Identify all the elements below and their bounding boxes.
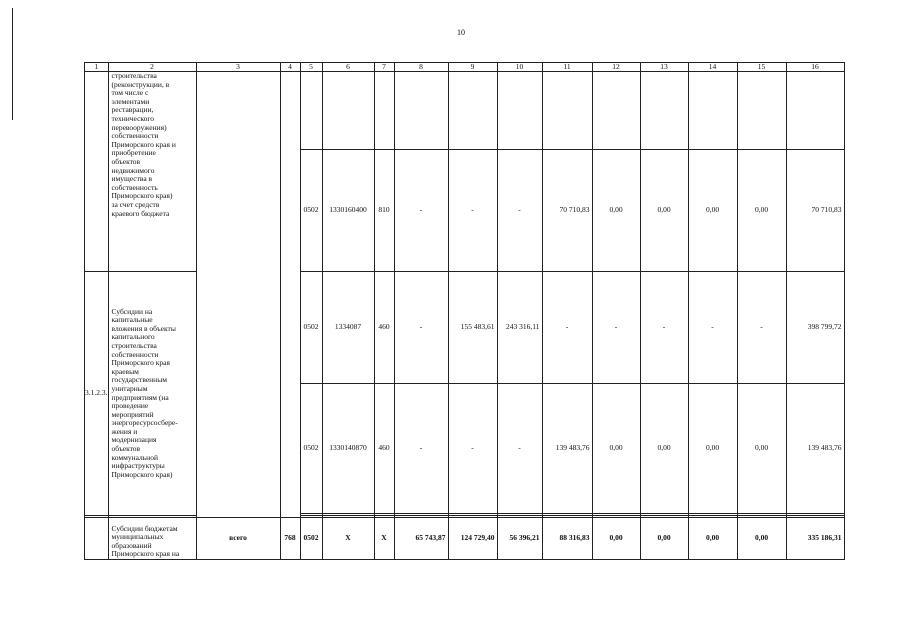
cell-section: 0502 [300, 518, 322, 560]
cell-target: 1330160400 [322, 150, 374, 272]
cell-description: строительства (реконструкции, в том числе с элементами реставрации, технического перевооружения) собственности Приморского края и приобретение объектов недвижимого имущества в собственность Приморского края) за счет средств краевого бюджета [108, 72, 196, 272]
cell-col4: 768 [280, 518, 300, 560]
col-header: 3 [196, 63, 280, 72]
cell-value: - [542, 272, 592, 384]
cell [737, 72, 786, 150]
col-header: 8 [394, 63, 448, 72]
cell-value: - [737, 272, 786, 384]
cell-value: 124 729,40 [448, 518, 497, 560]
cell [322, 72, 374, 150]
header-row [85, 63, 845, 72]
cell-target: 1330140870 [322, 384, 374, 514]
cell-type: X [374, 518, 394, 560]
cell-value: - [448, 384, 497, 514]
cell-value: 0,00 [737, 518, 786, 560]
cell-value: 0,00 [592, 150, 640, 272]
cell-description: Субсидии бюджетам муниципальных образований Приморского края на [108, 518, 196, 560]
cell [640, 72, 688, 150]
col-header: 13 [640, 63, 688, 72]
cell-type: 810 [374, 150, 394, 272]
cell-description: Субсидии на капитальные вложения в объекты капитального строительства собственности Приморского края краевым государственным унитарным предприятиям (на проведение мероприятий энергоресурсосбере- жения и модернизация объектов коммунальной инфраструктуры Приморского края) [108, 272, 196, 516]
cell-value: 139 483,76 [786, 384, 844, 514]
page-number: 10 [457, 28, 465, 37]
cell-col4 [280, 72, 300, 518]
col-header: 4 [280, 63, 300, 72]
cell-value: - [688, 272, 737, 384]
cell-value: 65 743,87 [394, 518, 448, 560]
col-header: 12 [592, 63, 640, 72]
cell-value: 155 483,61 [448, 272, 497, 384]
cell-value: - [394, 384, 448, 514]
cell-value: - [394, 272, 448, 384]
cell [448, 72, 497, 150]
cell-value: 0,00 [688, 518, 737, 560]
col-header: 16 [786, 63, 844, 72]
col-header: 14 [688, 63, 737, 72]
cell-value: 139 483,76 [542, 384, 592, 514]
cell [300, 72, 322, 150]
cell-value: 0,00 [640, 150, 688, 272]
cell-value: - [497, 150, 542, 272]
cell-value: 0,00 [640, 518, 688, 560]
cell [394, 72, 448, 150]
cell-value: - [497, 384, 542, 514]
cell-value: 0,00 [688, 384, 737, 514]
col-header: 7 [374, 63, 394, 72]
col-header: 5 [300, 63, 322, 72]
cell [786, 72, 844, 150]
cell-value: 88 316,83 [542, 518, 592, 560]
cell-value: 70 710,83 [542, 150, 592, 272]
cell-col3 [196, 72, 280, 518]
cell-section: 0502 [300, 272, 322, 384]
cell-value: - [640, 272, 688, 384]
cell-value: - [592, 272, 640, 384]
cell-value: - [394, 150, 448, 272]
cell-type: 460 [374, 384, 394, 514]
cell [542, 72, 592, 150]
col-header: 9 [448, 63, 497, 72]
table-row-total [85, 518, 845, 560]
cell [497, 72, 542, 150]
cell-total-label: всего [196, 518, 280, 560]
cell-value: 0,00 [737, 384, 786, 514]
cell-type: 460 [374, 272, 394, 384]
col-header: 10 [497, 63, 542, 72]
col-header: 2 [108, 63, 196, 72]
cell-target: X [322, 518, 374, 560]
cell [592, 72, 640, 150]
cell-code [85, 518, 109, 560]
cell-code [85, 72, 109, 272]
cell-value: 243 316,11 [497, 272, 542, 384]
margin-line [12, 8, 13, 120]
cell-value: 0,00 [688, 150, 737, 272]
cell-value: 0,00 [592, 518, 640, 560]
cell-section: 0502 [300, 150, 322, 272]
col-header: 11 [542, 63, 592, 72]
cell [374, 72, 394, 150]
cell-value: 0,00 [592, 384, 640, 514]
cell-value: 398 799,72 [786, 272, 844, 384]
cell-value: 0,00 [737, 150, 786, 272]
cell-value: 0,00 [640, 384, 688, 514]
cell-value: 56 396,21 [497, 518, 542, 560]
col-header: 1 [85, 63, 109, 72]
col-header: 15 [737, 63, 786, 72]
cell-value: 70 710,83 [786, 150, 844, 272]
cell-target: 1334087 [322, 272, 374, 384]
cell-code: 3.1.2.3. [85, 272, 109, 516]
col-header: 6 [322, 63, 374, 72]
cell [688, 72, 737, 150]
table-row [85, 72, 845, 150]
cell-section: 0502 [300, 384, 322, 514]
cell-value: 335 186,31 [786, 518, 844, 560]
cell-value: - [448, 150, 497, 272]
budget-table [84, 62, 845, 560]
